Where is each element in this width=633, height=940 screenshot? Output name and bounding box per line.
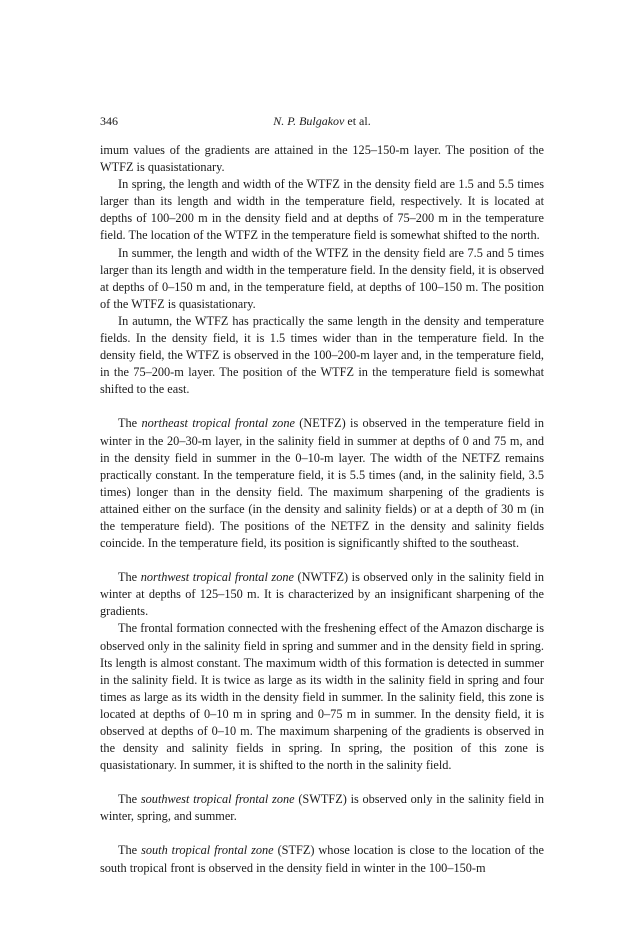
body-text [100, 142, 544, 877]
running-header [100, 113, 544, 129]
text-run: The [118, 570, 141, 585]
text-run: The [118, 416, 142, 431]
paragraph [100, 842, 544, 876]
text-run: The [118, 792, 141, 807]
text-run: In summer, the length and width of the WTFZ in the density field are 7.5 and 5 times larger than its length and width in the temperature field. In the density field, it is observed at depths of 0–150 m and, in the temperature field, at depths of 100–150 m. The position of the WTFZ is quasistationary. [100, 245, 544, 311]
text-run: The [118, 843, 142, 858]
paragraph [100, 176, 544, 244]
term-italic: northeast tropical frontal zone [141, 416, 295, 431]
term-italic: south tropical frontal zone [141, 843, 274, 858]
paragraph [100, 620, 544, 774]
running-author: N. P. Bulgakov [273, 114, 345, 128]
text-run: (NWTFZ) is observed only in the salinity field in winter at depths of 125–150 m. It is characterized by an insignificant sharpening of the gradients. [100, 570, 545, 619]
text-run: The frontal formation connected with the freshening effect of the Amazon discharge is observed only in the salinity field in spring and summer and in the density field in spring. Its length is almost constant. The maximum width of this formation is detected in summer in the salinity field. It is twice as large as its width in the salinity field in spring and four times as large as its width in the density field in summer. In the salinity field, this zone is located at depths of 0–10 m in spring and 0–75 m in summer. In the density field, it is observed at depths of 0–10 m. The maximum sharpening of the gradients is observed in the density and salinity fields in spring. In spring, the position of this zone is quasistationary. In summer, it is shifted to the north in the salinity field. [100, 621, 544, 773]
paragraph [100, 569, 544, 620]
text-run: imum values of the gradients are attained in the 125–150-m layer. The position of the WTFZ is quasistationary. [100, 143, 544, 175]
text-run: In autumn, the WTFZ has practically the same length in the density and temperature fields. In the density field, it is 1.5 times wider than in the temperature field. In the density field, the WTFZ is observed in the 100–200-m layer and, in the temperature field, in the 75–200-m layer. The position of the WTFZ in the temperature field is somewhat shifted to the east. [100, 313, 544, 397]
page-number: 346 [100, 114, 118, 128]
term-italic: southwest tropical frontal zone [140, 792, 295, 807]
running-title [100, 113, 544, 129]
paragraph [100, 791, 544, 825]
text-run: In spring, the length and width of the WTFZ in the density field are 1.5 and 5.5 times larger than its length and width in the temperature field, respectively. It is located at depths of 100–200 m in the density field and at depths of 75–200 m in the temperature field. The location of the WTFZ in the temperature field is somewhat shifted to the north. [100, 177, 544, 243]
paragraph [100, 245, 544, 313]
paragraph [100, 415, 544, 552]
paragraph [100, 142, 544, 176]
term-italic: northwest tropical frontal zone [140, 570, 294, 585]
text-run: (NETFZ) is observed in the temperature field in winter in the 20–30-m layer, in the salinity field in summer at depths of 0 and 75 m, and in the density field in summer in the 0–10-m layer. The width of the NETFZ remains practically constant. In the temperature field, it is 5.5 times (and, in the salinity field, 3.5 times) longer than in the density field. The maximum sharpening of the gradients is attained either on the surface (in the density and salinity fields) or at a depth of 30 m (in the temperature field). The positions of the NETFZ in the density and salinity fields coincide. In the temperature field, its position is significantly shifted to the southeast. [100, 416, 544, 551]
paragraph [100, 313, 544, 398]
running-suffix: et al. [344, 114, 371, 128]
text-run: (STFZ) whose location is close to the location of the south tropical front is observed in the density field in winter in the 100–150-m [100, 843, 544, 875]
text-run: (SWTFZ) is observed only in the salinity field in winter, spring, and summer. [100, 792, 545, 824]
